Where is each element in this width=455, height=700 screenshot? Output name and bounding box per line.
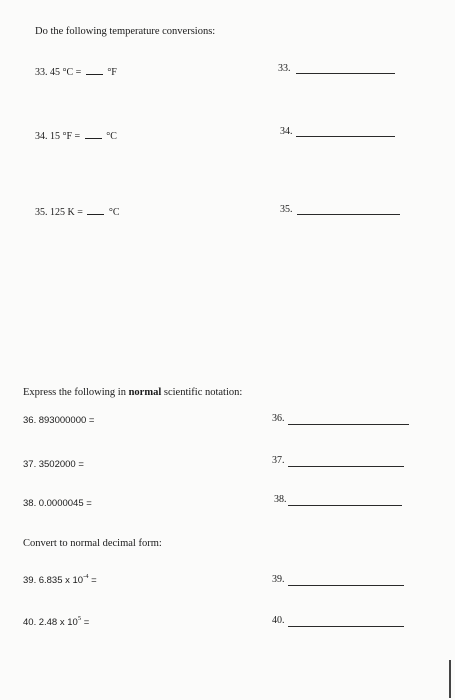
temperature-instruction: Do the following temperature conversions: [35,26,216,37]
question-value: 15 [50,131,60,142]
question-number: 37. [23,459,37,470]
question-number: 33. [35,67,48,78]
answer-35[interactable] [280,204,293,215]
question-value: 893000000 = [38,415,95,426]
answer-line[interactable] [288,585,404,586]
answer-line[interactable] [288,626,404,627]
instruction-emphasis: normal [128,387,162,398]
instruction-text: scientific notation: [161,387,243,398]
answer-label: 39. [272,574,285,585]
from-unit: °F = [62,131,81,142]
to-unit: °C [106,131,117,142]
to-unit: °F [107,67,117,78]
inline-blank[interactable] [85,130,102,139]
answer-line[interactable] [297,214,400,215]
question-37 [23,459,84,470]
answer-line[interactable] [288,424,409,425]
to-unit: °C [108,207,120,218]
answer-line[interactable] [288,466,404,467]
equals-sign: = [81,617,90,628]
question-number: 39. [23,575,37,586]
answer-line[interactable] [288,505,402,506]
question-number: 35. [35,207,48,218]
question-value: 125 [50,207,65,218]
instruction-text: Express the following in [23,387,129,398]
answer-34[interactable] [280,126,293,137]
question-38 [23,498,92,509]
answer-line[interactable] [296,136,395,137]
equals-sign: = [88,575,97,586]
answer-40[interactable] [272,615,285,626]
answer-39[interactable] [272,574,285,585]
question-40 [23,617,89,628]
answer-38[interactable] [274,494,287,505]
answer-37[interactable] [272,455,285,466]
question-number: 34. [35,131,48,142]
question-34 [35,130,117,142]
question-35 [35,206,120,218]
answer-label: 36. [272,413,285,424]
answer-33[interactable] [278,63,291,74]
question-value: 0.0000045 = [38,498,92,509]
answer-label: 38. [274,494,287,505]
question-base: 2.48 x 10 [38,617,78,628]
question-value: 3502000 = [38,459,84,470]
question-number: 38. [23,498,37,509]
inline-blank[interactable] [86,66,103,75]
decimal-form-instruction: Convert to normal decimal form: [23,538,162,549]
question-value: 45 [50,67,60,78]
scientific-notation-instruction [23,387,242,398]
exponent: -4 [83,573,89,580]
answer-line[interactable] [296,73,395,74]
exponent: 5 [77,615,82,622]
answer-label: 33. [278,63,291,74]
answer-label: 40. [272,615,285,626]
question-number: 36. [23,415,37,426]
from-unit: K = [67,207,83,218]
from-unit: °C = [62,67,82,78]
answer-label: 35. [280,204,293,215]
page-edge-mark [449,660,451,698]
question-base: 6.835 x 10 [38,575,84,586]
question-39 [23,575,97,586]
answer-label: 37. [272,455,285,466]
question-number: 40. [23,617,37,628]
inline-blank[interactable] [87,206,104,215]
question-36 [23,415,94,426]
question-33 [35,66,117,78]
answer-label: 34. [280,126,293,137]
answer-36[interactable] [272,413,285,424]
